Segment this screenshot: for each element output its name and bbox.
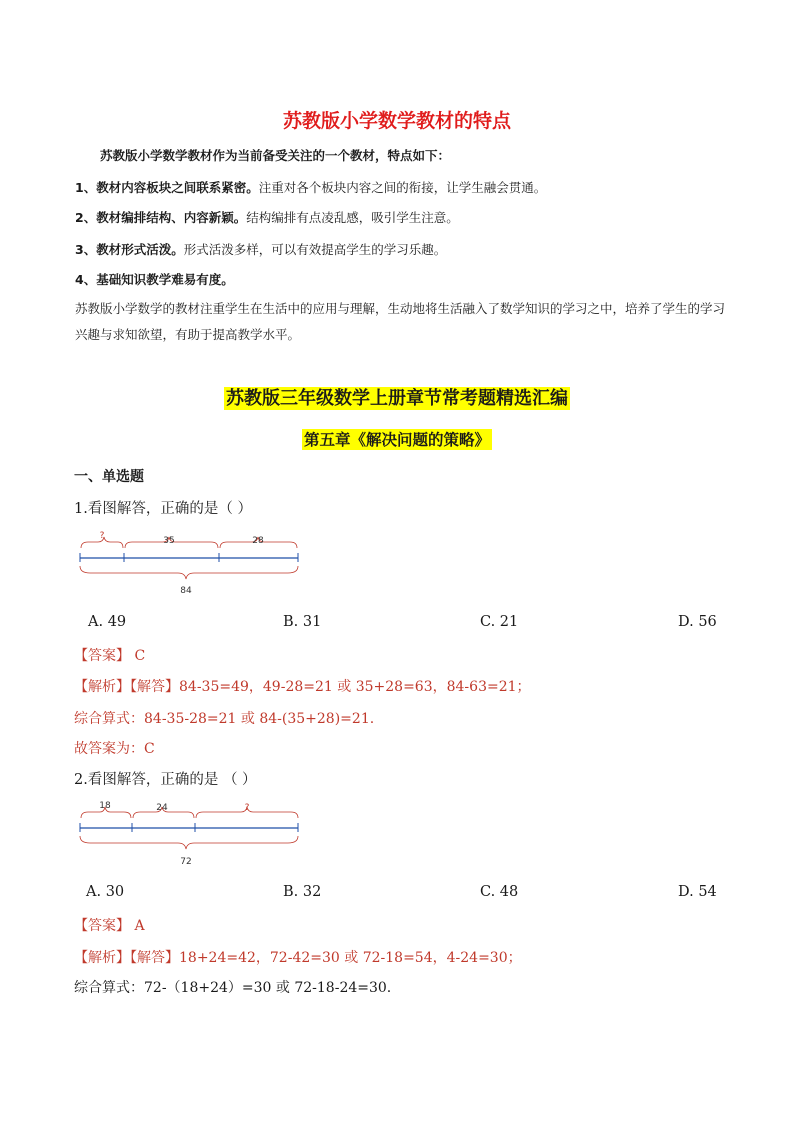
answer-tag: 【答案】 bbox=[74, 648, 130, 664]
segment-diagram bbox=[78, 528, 303, 600]
total-label: 72 bbox=[180, 857, 192, 867]
option-c: C. 48 bbox=[480, 884, 519, 900]
segment-label: 35 bbox=[163, 536, 175, 546]
answer-line bbox=[74, 645, 145, 665]
answer-tag: 【答案】 bbox=[74, 918, 130, 934]
feature-text: 结构编排有点凌乱感，吸引学生注意。 bbox=[246, 210, 459, 225]
answer-value: A bbox=[134, 918, 145, 934]
feature-item bbox=[75, 240, 446, 258]
segment-label: ? bbox=[244, 803, 250, 813]
feature-text: 注重对各个板块内容之间的衔接，让学生融会贯通。 bbox=[258, 180, 547, 195]
formula-text: 综合算式：72-（18+24）=30 或 72-18-24=30. bbox=[74, 980, 392, 996]
analysis-tag: 【解析】【解答】 bbox=[74, 679, 179, 695]
segment-diagram bbox=[78, 798, 303, 870]
bottom-brace bbox=[80, 566, 298, 579]
option-d: D. 56 bbox=[678, 614, 717, 630]
intro-text: 苏教版小学数学教材作为当前备受关注的一个教材，特点如下： bbox=[100, 148, 451, 163]
answer-line bbox=[74, 915, 145, 935]
summary-paragraph: 苏教版小学数学的教材注重学生在生活中的应用与理解，生动地将生活融入了数学知识的学习之中，培养了学生的学习兴趣与求知欲望，有助于提高教学水平。 bbox=[75, 301, 726, 342]
segment-label: ? bbox=[99, 531, 105, 541]
option-a: A. 49 bbox=[88, 614, 127, 630]
total-label: 84 bbox=[180, 586, 192, 596]
collection-title-wrap bbox=[0, 384, 794, 410]
option-d: D. 54 bbox=[678, 884, 717, 900]
conclusion-line: 故答案为：C bbox=[74, 741, 155, 757]
answer-value: C bbox=[134, 648, 146, 664]
question-stem: 1.看图解答，正确的是（ ） bbox=[74, 501, 252, 517]
feature-heading: 2、教材编排结构、内容新颖。 bbox=[75, 210, 247, 225]
feature-item bbox=[75, 208, 459, 226]
segment-label: 28 bbox=[252, 536, 264, 546]
analysis-line bbox=[74, 676, 531, 696]
analysis-line bbox=[74, 947, 522, 967]
feature-text: 形式活泼多样，可以有效提高学生的学习乐趣。 bbox=[183, 242, 447, 257]
analysis-text: 84-35=49，49-28=21 或 35+28=63，84-63=21； bbox=[179, 679, 531, 695]
segment-label: 24 bbox=[156, 803, 168, 813]
collection-title: 苏教版三年级数学上册章节常考题精选汇编 bbox=[226, 388, 568, 409]
page-title: 苏教版小学数学教材的特点 bbox=[282, 110, 511, 132]
formula-line: 综合算式：84-35-28=21 或 84-(35+28)=21. bbox=[74, 711, 375, 727]
option-b: B. 32 bbox=[283, 884, 322, 900]
feature-item bbox=[75, 270, 234, 288]
section-heading: 一、单选题 bbox=[74, 469, 144, 485]
feature-heading: 1、教材内容板块之间联系紧密。 bbox=[75, 180, 259, 195]
option-b: B. 31 bbox=[283, 614, 322, 630]
analysis-tag: 【解析】【解答】 bbox=[74, 950, 179, 966]
segment-label: 18 bbox=[99, 801, 111, 811]
option-a: A. 30 bbox=[86, 884, 125, 900]
analysis-text: 18+24=42，72-42=30 或 72-18=54，4-24=30； bbox=[179, 950, 522, 966]
feature-heading: 3、教材形式活泼。 bbox=[75, 242, 184, 257]
feature-heading: 4、基础知识教学难易有度。 bbox=[75, 272, 234, 287]
chapter-title-wrap bbox=[0, 428, 794, 450]
question-stem: 2.看图解答，正确的是 （ ） bbox=[74, 772, 257, 788]
option-c: C. 21 bbox=[480, 614, 519, 630]
feature-item bbox=[75, 178, 546, 196]
formula-line bbox=[74, 977, 391, 997]
bottom-brace bbox=[80, 836, 298, 849]
chapter-title: 第五章《解决问题的策略》 bbox=[303, 430, 490, 449]
